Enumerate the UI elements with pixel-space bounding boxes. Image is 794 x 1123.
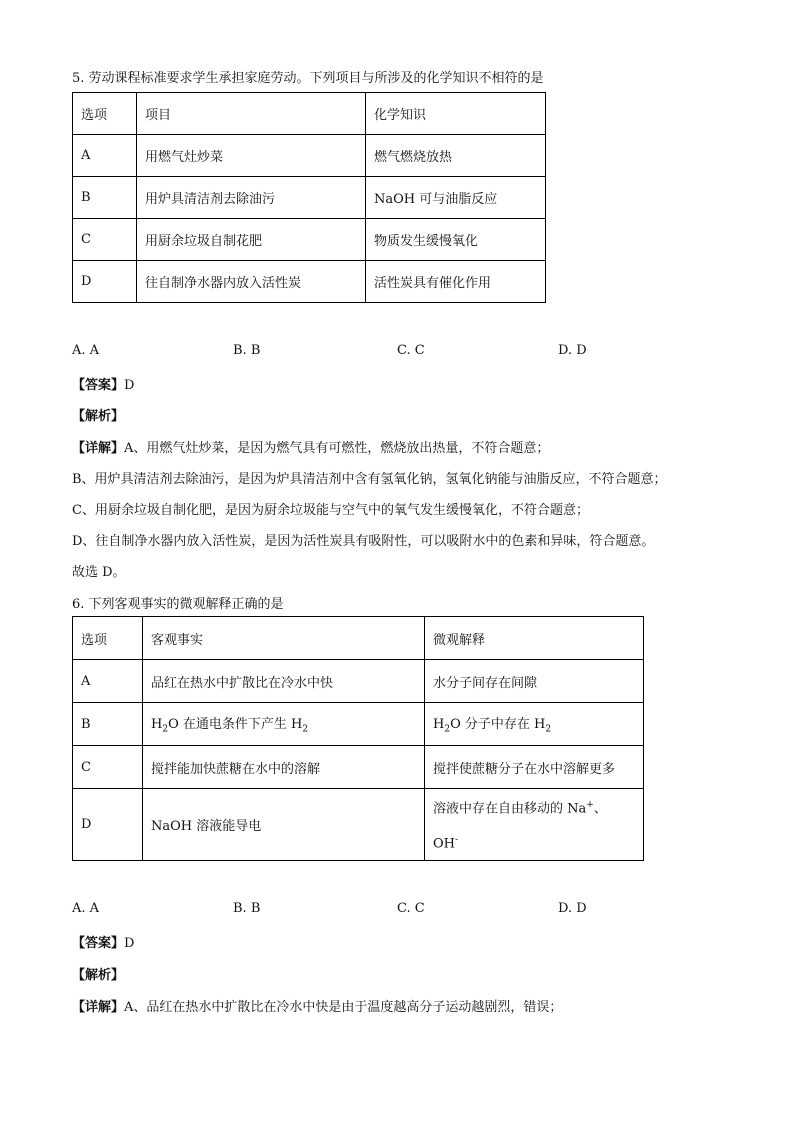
- q6-detail-line: [72, 996, 562, 1015]
- table-cell: C: [73, 746, 143, 789]
- table-header-cell: 选项: [73, 617, 143, 660]
- table-cell: NaOH 溶液能导电: [143, 789, 425, 861]
- table-cell: 水分子间存在间隙: [425, 660, 644, 703]
- table-header-cell: 项目: [137, 93, 366, 135]
- table-row: [73, 135, 546, 177]
- table-cell: D: [73, 789, 143, 861]
- table-header-cell: 选项: [73, 93, 137, 135]
- table-header-cell: 客观事实: [143, 617, 425, 660]
- q6-title: 6. 下列客观事实的微观解释正确的是: [72, 597, 284, 612]
- table-cell: A: [73, 660, 143, 703]
- detail-text: A、用燃气灶炒菜，是因为燃气具有可燃性，燃烧放出热量，不符合题意；: [124, 441, 550, 456]
- q5-option-a: A. A: [72, 343, 100, 358]
- table-cell: 往自制净水器内放入活性炭: [137, 261, 366, 303]
- answer-tag: 【答案】: [72, 936, 125, 951]
- table-cell: [425, 789, 644, 861]
- table-header-row: [73, 93, 546, 135]
- q5-table: [72, 92, 546, 303]
- table-row: [73, 177, 546, 219]
- cell-line: [433, 790, 635, 824]
- subscript: 2: [545, 724, 552, 735]
- table-header-cell: 化学知识: [366, 93, 546, 135]
- detail-text: A、品红在热水中扩散比在冷水中快是由于温度越高分子运动越剧烈，错误；: [124, 1000, 563, 1015]
- table-header-cell: 微观解释: [425, 617, 644, 660]
- formula-text: H: [151, 717, 163, 733]
- table-row: [73, 703, 644, 746]
- table-cell: 搅拌能加快蔗糖在水中的溶解: [143, 746, 425, 789]
- table-cell: [143, 703, 425, 746]
- table-row: [73, 746, 644, 789]
- table-row: [73, 660, 644, 703]
- table-cell: C: [73, 219, 137, 261]
- table-cell: 用燃气灶炒菜: [137, 135, 366, 177]
- table-row: [73, 789, 644, 861]
- subscript: 2: [302, 724, 309, 735]
- formula-text: 溶液中存在自由移动的 Na: [433, 801, 587, 817]
- answer-tag: 【答案】: [72, 378, 125, 393]
- table-cell: [425, 703, 644, 746]
- table-cell: B: [73, 703, 143, 746]
- table-cell: 品红在热水中扩散比在冷水中快: [143, 660, 425, 703]
- formula-text: H: [433, 717, 445, 733]
- q5-option-c: C. C: [397, 343, 425, 358]
- cell-line: [433, 825, 635, 859]
- superscript: -: [455, 834, 459, 845]
- q6-option-b: B. B: [233, 901, 261, 916]
- table-cell: 燃气燃烧放热: [366, 135, 546, 177]
- subscript: 2: [444, 724, 451, 735]
- formula-text: 、: [593, 801, 607, 817]
- table-cell: A: [73, 135, 137, 177]
- table-row: [73, 261, 546, 303]
- table-cell: 用炉具清洁剂去除油污: [137, 177, 366, 219]
- q6-option-a: A. A: [72, 901, 100, 916]
- q6-option-c: C. C: [397, 901, 425, 916]
- q5-detail-line: [72, 437, 549, 456]
- q5-conclusion: 故选 D。: [72, 565, 126, 580]
- q6-answer: [72, 932, 134, 951]
- q5-detail-line: C、用厨余垃圾自制化肥，是因为厨余垃圾能与空气中的氧气发生缓慢氧化，不符合题意；: [72, 503, 589, 518]
- q5-analysis-tag: 【解析】: [72, 409, 125, 424]
- answer-value: D: [124, 378, 135, 393]
- q5-option-d: D. D: [558, 343, 587, 358]
- table-row: [73, 219, 546, 261]
- subscript: 2: [162, 724, 169, 735]
- q5-title: 5. 劳动课程标准要求学生承担家庭劳动。下列项目与所涉及的化学知识不相符的是: [72, 71, 544, 86]
- formula-text: OH: [433, 835, 455, 851]
- table-cell: 搅拌使蔗糖分子在水中溶解更多: [425, 746, 644, 789]
- table-cell: 活性炭具有催化作用: [366, 261, 546, 303]
- q5-answer: [72, 374, 134, 393]
- q6-table: [72, 616, 644, 861]
- q5-option-b: B. B: [233, 343, 261, 358]
- detail-tag: 【详解】: [72, 441, 125, 456]
- table-cell: NaOH 可与油脂反应: [366, 177, 546, 219]
- q5-detail-line: B、用炉具清洁剂去除油污，是因为炉具清洁剂中含有氢氧化钠，氢氧化钠能与油脂反应，不符合题意；: [72, 472, 667, 487]
- q6-analysis-tag: 【解析】: [72, 968, 125, 983]
- table-header-row: [73, 617, 644, 660]
- table-cell: B: [73, 177, 137, 219]
- detail-tag: 【详解】: [72, 1000, 125, 1015]
- formula-text: O 在通电条件下产生 H: [168, 717, 303, 733]
- table-cell: 物质发生缓慢氧化: [366, 219, 546, 261]
- q5-detail-line: D、往自制净水器内放入活性炭，是因为活性炭具有吸附性，可以吸附水中的色素和异味，符合题意。: [72, 534, 655, 549]
- q6-option-d: D. D: [558, 901, 587, 916]
- superscript: +: [586, 800, 594, 811]
- table-cell: 用厨余垃圾自制花肥: [137, 219, 366, 261]
- table-cell: D: [73, 261, 137, 303]
- formula-text: O 分子中存在 H: [450, 717, 546, 733]
- answer-value: D: [124, 936, 135, 951]
